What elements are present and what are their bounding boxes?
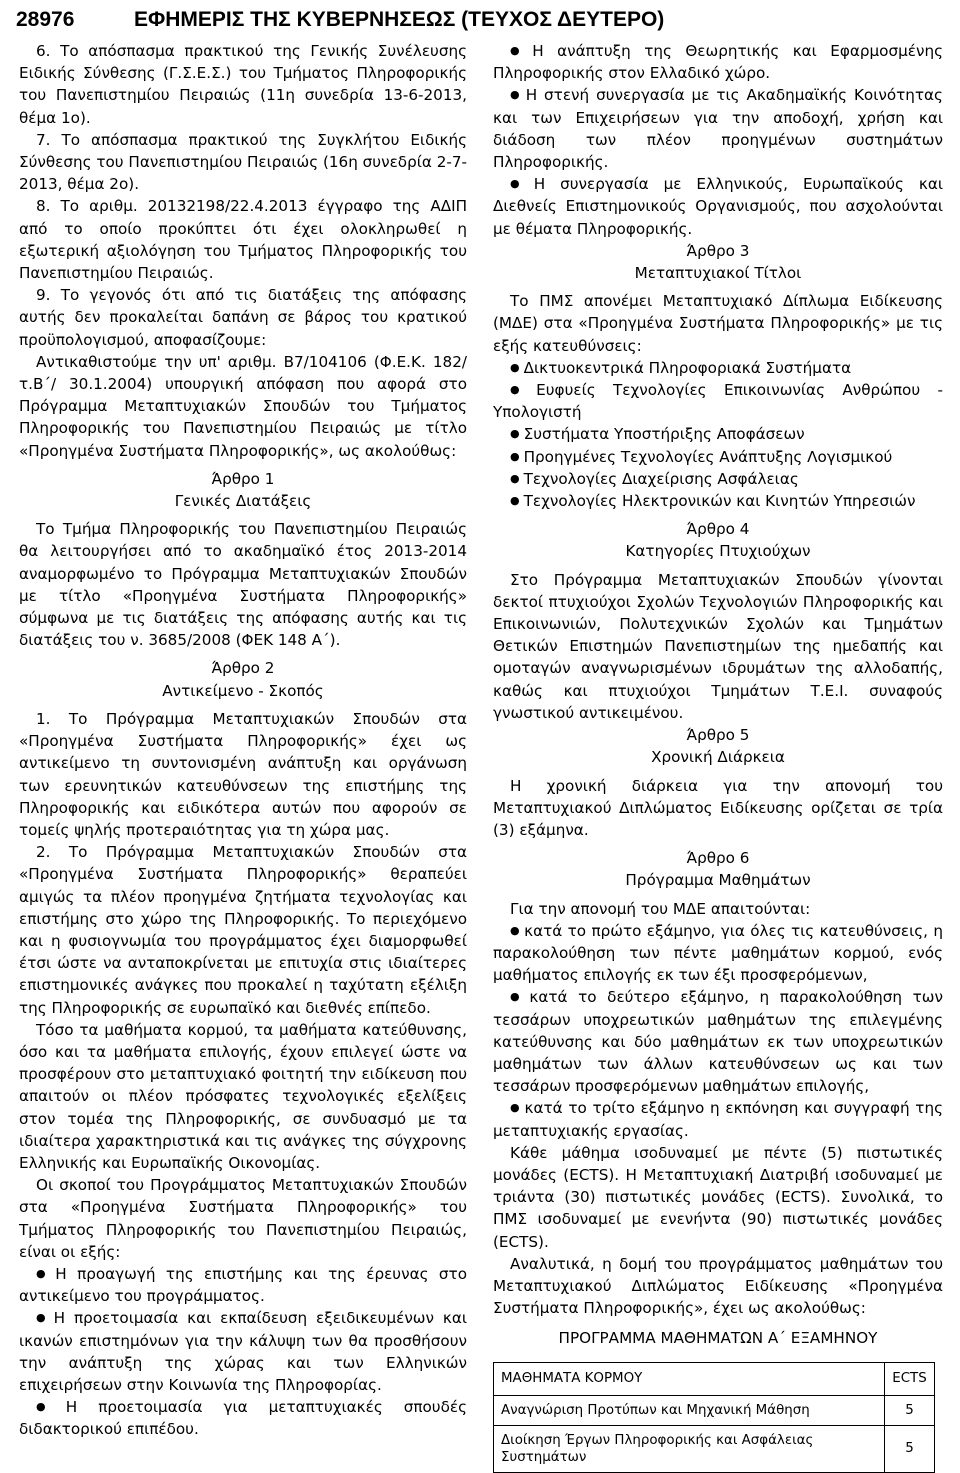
article-2-subtitle: Αντικείμενο - Σκοπός — [162, 681, 324, 700]
semester-item: ● κατά το τρίτο εξάμηνο η εκπόνηση και συγγραφή της μεταπτυχιακής εργασίας. — [493, 1097, 943, 1141]
course-table — [493, 1362, 935, 1473]
article-2-paragraph: Οι σκοποί του Προγράμματος Μεταπτυχιακών Σπουδών στα «Προηγμένα Συστήματα Πληροφορικής» του Τμήματος Πληροφορικής του Πανεπιστημίου Πειραιώς, είναι οι εξής: — [19, 1176, 467, 1261]
table-header-row — [494, 1362, 935, 1395]
ects-paragraph: Κάθε μάθημα ισοδυναμεί με πέντε (5) πιστωτικές μονάδες (ECTS). Η Μεταπτυχιακή Διατριβή ισοδυναμεί με τριάντα (30) πιστωτικές μονάδες (ECTS). Συνολικά, το ΠΜΣ ισοδυναμεί με ενενήντα (90) πιστωτικές μονάδες (ECTS). — [493, 1143, 943, 1251]
table-row — [494, 1395, 935, 1425]
ects-cell: 5 — [885, 1425, 935, 1472]
aim-bullet: ● Η στενή συνεργασία με τις Ακαδημαϊκής Κοινότητας και των Επιχειρήσεων για την αποδοχή, χρήση και διάδοση των πλέον προηγμένων συστημάτων Πληροφορικής. — [493, 84, 943, 173]
article-6-subtitle: Πρόγραμμα Μαθημάτων — [625, 871, 811, 890]
recital-9: 9. Το γεγονός ότι από τις διατάξεις της απόφασης αυτής δεν προκαλείται δαπάνη σε βάρος του κρατικού προϋπολογισμού, αποφασίζουμε: — [19, 286, 467, 349]
course-name-cell: Διοίκηση Έργων Πληροφορικής και Ασφάλειας Συστημάτων — [494, 1425, 885, 1472]
table-header-cell: ΜΑΘΗΜΑΤΑ ΚΟΡΜΟΥ — [494, 1362, 885, 1395]
page-header — [14, 2, 946, 36]
recital-8: 8. Το αριθμ. 20132198/22.4.2013 έγγραφο της ΑΔΙΠ από το οποίο προκύπτει ότι έχει ολοκληρωθεί η εξωτερική αξιολόγηση του Τμήματος Πληροφορικής του Πανεπιστημίου Πειραιώς. — [19, 197, 467, 283]
article-6-heading: Άρθρο 6 — [686, 849, 750, 868]
direction-item: ● Δικτυοκεντρικά Πληροφοριακά Συστήματα — [493, 357, 943, 379]
article-5-heading: Άρθρο 5 — [686, 726, 750, 745]
article-3-subtitle: Μεταπτυχιακοί Τίτλοι — [634, 264, 802, 283]
direction-item: ● Ευφυείς Τεχνολογίες Επικοινωνίας Ανθρώπου - Υπολογιστή — [493, 379, 943, 423]
replacement-clause: Αντικαθιστούμε την υπ' αριθμ. Β7/104106 (Φ.Ε.Κ. 182/τ.Β΄/ 30.1.2004) υπουργική απόφαση που αφορά στο Πρόγραμμα Μεταπτυχιακών Σπουδών του Τμήματος Πληροφορικής του Πανεπιστημίου Πειραιώς με τίτλο «Προηγμένα Συστήματα Πληροφορικής», ως ακολούθως: — [19, 352, 467, 460]
article-2-heading: Άρθρο 2 — [211, 659, 275, 678]
right-column — [493, 40, 943, 1473]
aim-bullet: ● Η προετοιμασία και εκπαίδευση εξειδικευμένων και ικανών επιστημόνων για την κάλυψη των θα προσθήσουν την ανάπτυξη της χώρας και των Ελληνικών επιχειρήσεων στην Κοινωνία της Πληροφορίας. — [19, 1307, 467, 1396]
aim-bullet: ● Η ανάπτυξη της Θεωρητικής και Εφαρμοσμένης Πληροφορικής στον Ελλαδικό χώρο. — [493, 40, 943, 84]
article-4-subtitle: Κατηγορίες Πτυχιούχων — [625, 542, 811, 561]
semester-item: ● κατά το πρώτο εξάμηνο, για όλες τις κατευθύνσεις, η παρακολούθηση των πέντε μαθημάτων κορμού, ενός μαθήματος επιλογής εκ των έξι προσφερόμενων, — [493, 920, 943, 987]
ects-cell: 5 — [885, 1395, 935, 1425]
recital-6: 6. Το απόσπασμα πρακτικού της Γενικής Συνέλευσης Ειδικής Σύνθεσης (Γ.Σ.Ε.Σ.) του Τμήματος Πληροφορικής του Πανεπιστημίου Πειραιώς (11η συνεδρία 13-6-2013, θέμα 1ο). — [19, 42, 467, 127]
article-2-paragraph: 2. Το Πρόγραμμα Μεταπτυχιακών Σπουδών στα «Προηγμένα Συστήματα Πληροφορικής» θεραπεύει αμιγώς τα πλέον προηγμένα ζητήματα τεχνολογίας και επιστήμης στο χώρο της Πληροφορικής. Το περιεχόμενο και η φυσιογνωμία του προγράμματος έχει διαμορφωθεί έτσι ώστε να ανταποκρίνεται με επιτυχία στις ιδιαίτερες επιστημονικές ανάγκες που προκαλεί η ταχύτατη εξέλιξη της Πληροφορικής σε ευρωπαϊκό και διεθνές επίπεδο. — [19, 843, 467, 1017]
article-5-subtitle: Χρονική Διάρκεια — [651, 748, 785, 767]
table-row — [494, 1425, 935, 1472]
direction-item: ● Τεχνολογίες Ηλεκτρονικών και Κινητών Υπηρεσιών — [493, 490, 943, 512]
structure-paragraph: Αναλυτικά, η δομή του προγράμματος μαθημάτων του Μεταπτυχιακού Διπλώματος Ειδίκευσης «Προηγμένα Συστήματα Πληροφορικής», έχει ως ακολούθως: — [493, 1254, 943, 1318]
article-4-heading: Άρθρο 4 — [686, 520, 750, 539]
aim-bullet: ● Η συνεργασία με Ελληνικούς, Ευρωπαϊκούς και Διεθνείς Επιστημονικούς Οργανισμούς, που ασχολούνται με θέματα Πληροφορικής. — [493, 173, 943, 240]
table-header-cell: ECTS — [885, 1362, 935, 1395]
course-name-cell: Αναγνώριση Προτύπων και Μηχανική Μάθηση — [494, 1395, 885, 1425]
program-title: ΠΡΟΓΡΑΜΜΑ ΜΑΘΗΜΑΤΩΝ Α΄ ΕΞΑΜΗΝΟΥ — [558, 1329, 878, 1348]
article-1-heading: Άρθρο 1 — [211, 469, 275, 488]
article-1-text: Το Τμήμα Πληροφορικής του Πανεπιστημίου Πειραιώς θα λειτουργήσει από το ακαδημαϊκό έτος 2013-2014 αναμορφωμένο το Πρόγραμμα Μεταπτυχιακών Σπουδών με τίτλο «Προηγμένα Συστήματα Πληροφορικής» σύμφωνα με τις διατάξεις της απόφασης αυτής και τις διατάξεις του ν. 3685/2008 (ΦΕΚ 148 Α΄). — [19, 520, 467, 650]
left-column — [19, 40, 467, 1441]
article-2-paragraph: Τόσο τα μαθήματα κορμού, τα μαθήματα κατεύθυνσης, όσο και τα μαθήματα επιλογής, έχουν επιλεγεί ώστε να προσφέρουν στο μεταπτυχιακό φοιτητή την ειδίκευση που απαιτούν οι πλέον πρόσφατες τεχνολογικές εξελίξεις στον τομέα της Πληροφορικής, σε συνδυασμό με τα ιδιαίτερα χαρακτηριστικά και τις ανάγκες της σύγχρονης Ελληνικής και Ευρωπαϊκής Οικονομίας. — [19, 1020, 467, 1172]
recital-7: 7. Το απόσπασμα πρακτικού της Συγκλήτου Ειδικής Σύνθεσης του Πανεπιστημίου Πειραιώς (16η συνεδρία 2-7-2013, θέμα 2ο). — [19, 130, 467, 194]
article-6-intro: Για την απονομή του ΜΔΕ απαιτούνται: — [510, 899, 811, 918]
article-1-subtitle: Γενικές Διατάξεις — [174, 492, 312, 511]
aim-bullet: ● Η προετοιμασία για μεταπτυχιακές σπουδές διδακτορικού επιπέδου. — [19, 1396, 467, 1440]
article-4-text: Στο Πρόγραμμα Μεταπτυχιακών Σπουδών γίνονται δεκτοί πτυχιούχοι Σχολών Τεχνολογιών Πληροφορικής και Επικοινωνιών, Πολυτεχνικών Σχολών και Τμημάτων Θετικών Επιστημών Πανεπιστημίων της ημεδαπής και ομοταγών αναγνωρισμένων ιδρυμάτων της αλλοδαπής, καθώς και πτυχιούχοι Τμημάτων Τ.Ε.Ι. συναφούς γνωστικού αντικειμένου. — [493, 570, 943, 722]
gazette-title: ΕΦΗΜΕΡΙΣ ΤΗΣ ΚΥΒΕΡΝΗΣΕΩΣ (ΤΕΥΧΟΣ ΔΕΥΤΕΡΟ) — [134, 8, 665, 31]
direction-item: ● Συστήματα Υποστήριξης Αποφάσεων — [493, 423, 943, 445]
semester-item: ● κατά το δεύτερο εξάμηνο, η παρακολούθηση των τεσσάρων υποχρεωτικών μαθημάτων της επιλεγμένης κατεύθυνσης και δύο μαθημάτων εκ των υποχρεωτικών μαθημάτων των άλλων κατευθύνσεων ως και των τεσσάρων προσφερόμενων μαθημάτων επιλογής, — [493, 986, 943, 1097]
aim-bullet: ● Η προαγωγή της επιστήμης και της έρευνας στο αντικείμενο του προγράμματος. — [19, 1263, 467, 1307]
direction-item: ● Τεχνολογίες Διαχείρισης Ασφάλειας — [493, 468, 943, 490]
direction-item: ● Προηγμένες Τεχνολογίες Ανάπτυξης Λογισμικού — [493, 446, 943, 468]
article-3-heading: Άρθρο 3 — [686, 241, 750, 260]
page-number: 28976 — [16, 8, 75, 31]
article-5-text: Η χρονική διάρκεια για την απονομή του Μεταπτυχιακού Διπλώματος Ειδίκευσης ορίζεται σε τρία (3) εξάμηνα. — [493, 776, 943, 839]
article-2-paragraph: 1. Το Πρόγραμμα Μεταπτυχιακών Σπουδών στα «Προηγμένα Συστήματα Πληροφορικής» έχει ως αντικείμενο τη συντονισμένη ανάπτυξη και οργάνωση των ερευνητικών κατευθύνσεων της επιστήμης της Πληροφορικής και ειδικότερα αυτών που αφορούν σε τομείς ψηλής προτεραιότητας για τη χώρα μας. — [19, 709, 467, 839]
article-3-text: Το ΠΜΣ απονέμει Μεταπτυχιακό Δίπλωμα Ειδίκευσης (ΜΔΕ) στα «Προηγμένα Συστήματα Πληροφορικής» με τις εξής κατευθύνσεις: — [493, 292, 943, 355]
